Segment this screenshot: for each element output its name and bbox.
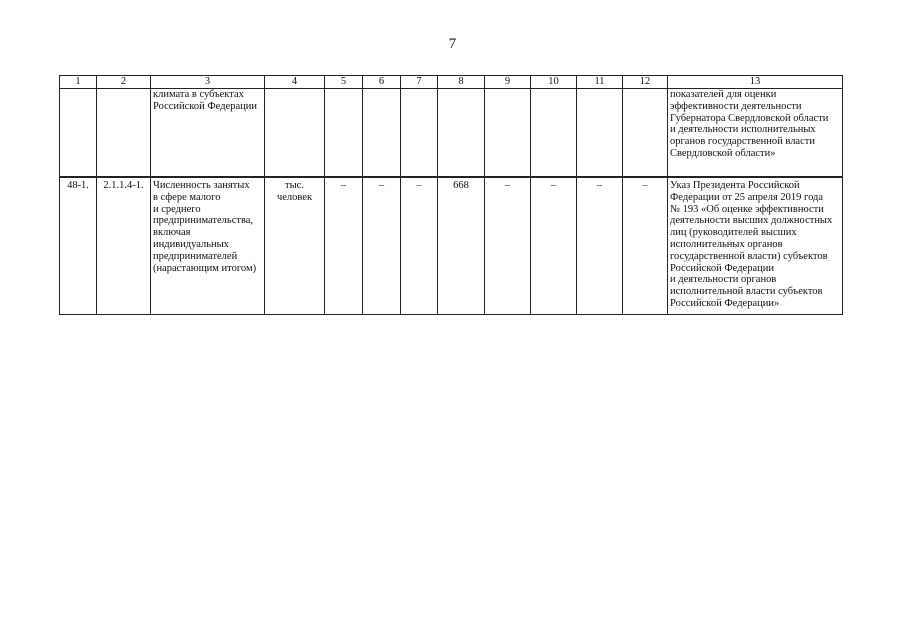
column-number-1: 1	[60, 76, 97, 89]
cell-text-line: тыс.	[285, 180, 304, 191]
cell-text-line: включая	[153, 227, 191, 239]
table-cell-col-2: 2.1.1.4-1.	[97, 177, 151, 315]
table-cell-col-6: –	[363, 177, 401, 315]
cell-text-line: предпринимателей	[153, 250, 238, 262]
column-number-13: 13	[668, 76, 843, 89]
cell-text-line: № 193 «Об оценке эффективности	[670, 203, 824, 215]
table-cell-col-3	[151, 89, 265, 178]
table-cell-col-5	[325, 89, 363, 178]
table-cell-col-13	[668, 177, 843, 315]
table-cell-col-8	[438, 89, 485, 178]
column-number-5: 5	[325, 76, 363, 89]
cell-text-line: Губернатора Свердловской области	[670, 112, 829, 124]
cell-text-line: исполнительных органов	[670, 238, 783, 250]
table-cell-col-6	[363, 89, 401, 178]
column-number-7: 7	[401, 76, 438, 89]
table-cell-col-2	[97, 89, 151, 178]
column-number-11: 11	[577, 76, 623, 89]
cell-text-line: и деятельности исполнительных	[670, 124, 816, 136]
table-cell-col-8: 668	[438, 177, 485, 315]
table-cell-col-1: 48-1.	[60, 177, 97, 315]
cell-text-line: климата в субъектах	[153, 89, 244, 100]
cell-text-line: Российской Федерации	[153, 100, 257, 112]
cell-text-line: эффективности деятельности	[670, 100, 802, 112]
table-cell-col-12	[623, 89, 668, 178]
cell-text-line: органов государственной власти	[670, 136, 815, 148]
table-header-row	[60, 76, 843, 89]
cell-text-line: Российской Федерации	[670, 262, 774, 274]
cell-text-line: индивидуальных	[153, 238, 229, 250]
cell-text-line: в сфере малого	[153, 191, 221, 203]
table-row	[60, 89, 843, 178]
table-cell-col-1	[60, 89, 97, 178]
table-cell-col-10	[531, 89, 577, 178]
cell-text-line: (нарастающим итогом)	[153, 262, 257, 274]
cell-text-line: Численность занятых	[153, 180, 250, 191]
cell-text-line: государственной власти) субъектов	[670, 250, 828, 262]
cell-text-line: Указ Президента Российской	[670, 180, 800, 191]
cell-text-line: показателей для оценки	[670, 89, 777, 100]
table-cell-col-3	[151, 177, 265, 315]
table-cell-col-10: –	[531, 177, 577, 315]
cell-text-line: и деятельности органов	[670, 274, 777, 286]
page-number: 7	[448, 36, 457, 52]
table-cell-col-11	[577, 89, 623, 178]
table-cell-col-13	[668, 89, 843, 178]
table-cell-col-9: –	[485, 177, 531, 315]
column-number-3: 3	[151, 76, 265, 89]
column-number-12: 12	[623, 76, 668, 89]
indicators-table	[59, 75, 843, 315]
cell-text-line: предпринимательства,	[153, 215, 254, 227]
cell-text-line: деятельности высших должностных	[670, 215, 833, 227]
column-number-4: 4	[265, 76, 325, 89]
cell-text-line: Российской Федерации»	[670, 297, 780, 309]
table-cell-col-9	[485, 89, 531, 178]
cell-text-line: исполнительной власти субъектов	[670, 286, 823, 298]
table-cell-col-12: –	[623, 177, 668, 315]
column-number-2: 2	[97, 76, 151, 89]
column-number-9: 9	[485, 76, 531, 89]
table-cell-col-7: –	[401, 177, 438, 315]
cell-text-line: Федерации от 25 апреля 2019 года	[670, 191, 824, 203]
table-cell-col-7	[401, 89, 438, 178]
table-cell-col-4	[265, 89, 325, 178]
cell-text-line: лиц (руководителей высших	[670, 227, 797, 239]
cell-text-line: и среднего	[153, 203, 201, 215]
cell-text-line: человек	[276, 191, 313, 203]
table-cell-col-4	[265, 177, 325, 315]
column-number-8: 8	[438, 76, 485, 89]
table-cell-col-11: –	[577, 177, 623, 315]
cell-text-line: Свердловской области»	[670, 147, 776, 159]
table-cell-col-5: –	[325, 177, 363, 315]
column-number-10: 10	[531, 76, 577, 89]
column-number-6: 6	[363, 76, 401, 89]
table-row	[60, 177, 843, 315]
